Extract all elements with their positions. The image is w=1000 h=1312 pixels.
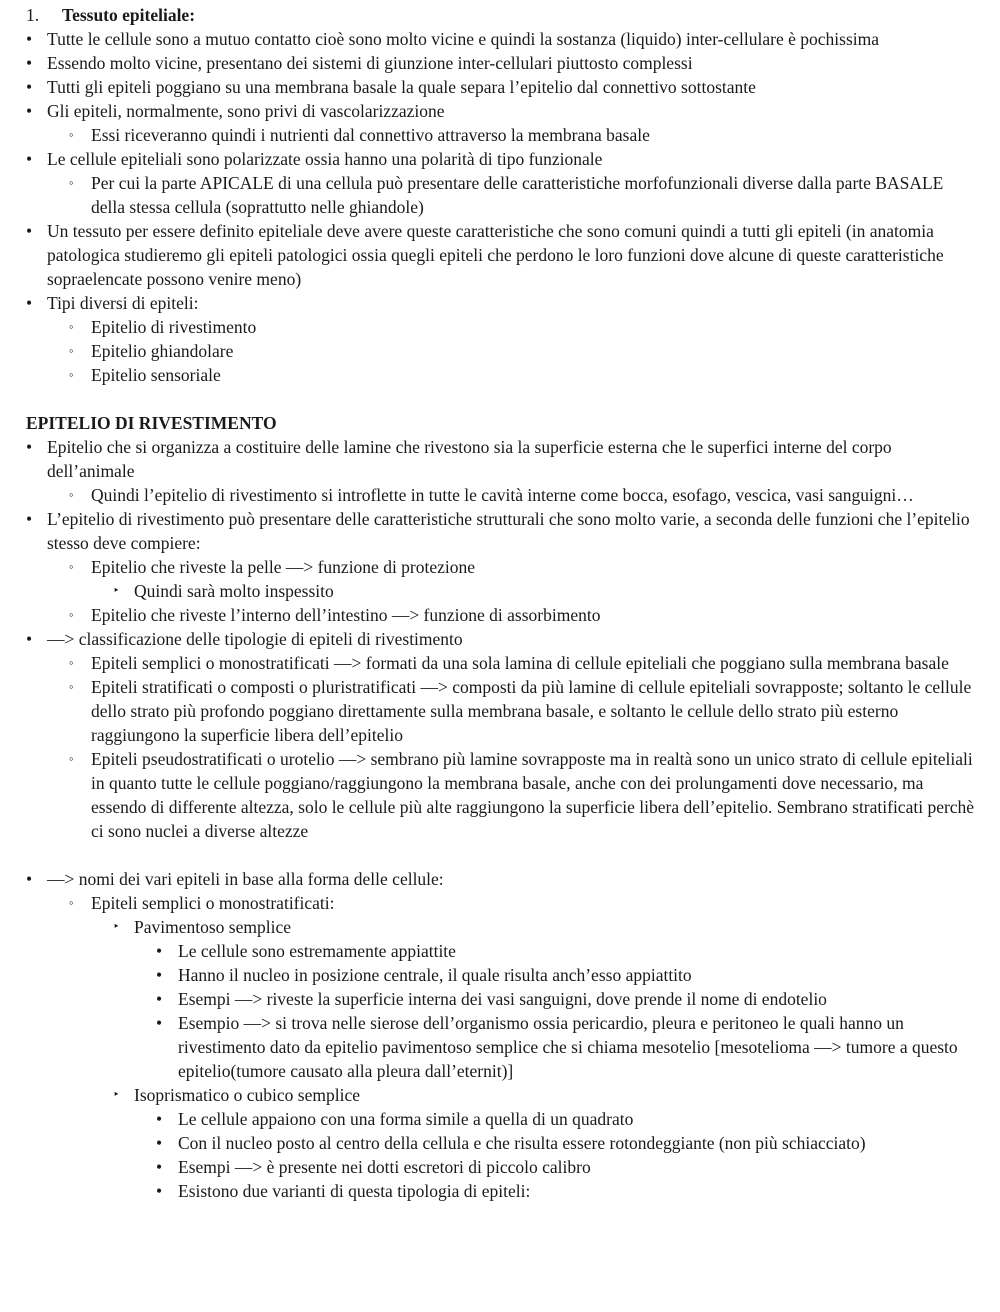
list-item bbox=[26, 435, 980, 483]
list-item bbox=[26, 51, 980, 75]
bullet-marker: ◦ bbox=[69, 751, 74, 766]
list-item bbox=[26, 1179, 980, 1203]
bullet-marker: ◦ bbox=[69, 655, 74, 670]
bullet-marker: • bbox=[26, 221, 33, 241]
list-item-text: Epitelio di rivestimento bbox=[91, 317, 257, 337]
bullet-marker: • bbox=[156, 965, 163, 985]
list-item-text: Esempi —> è presente nei dotti escretori di piccolo calibro bbox=[178, 1157, 591, 1177]
list-item bbox=[26, 867, 980, 891]
bullet-marker: ‣ bbox=[113, 1089, 120, 1101]
list-item-text: Epitelio ghiandolare bbox=[91, 341, 234, 361]
bullet-marker: • bbox=[26, 869, 33, 889]
list-item-text: Esistono due varianti di questa tipologia di epiteli: bbox=[178, 1181, 531, 1201]
list-item bbox=[26, 915, 980, 939]
list-item-text: Pavimentoso semplice bbox=[134, 917, 291, 937]
list-item bbox=[26, 219, 980, 291]
bullet-marker: • bbox=[26, 437, 33, 457]
list-item-text: Tutte le cellule sono a mutuo contatto cioè sono molto vicine e quindi la sostanza (liquido) inter-cellulare è pochissima bbox=[47, 29, 879, 49]
list-item bbox=[26, 1011, 980, 1083]
bullet-marker: • bbox=[26, 29, 33, 49]
list-item-text: Le cellule appaiono con una forma simile a quella di un quadrato bbox=[178, 1109, 634, 1129]
lining-epithelium-list bbox=[26, 435, 980, 843]
list-item-text: —> classificazione delle tipologie di epiteli di rivestimento bbox=[47, 629, 463, 649]
bullet-marker: • bbox=[156, 941, 163, 961]
list-item bbox=[26, 123, 980, 147]
list-item bbox=[26, 627, 980, 651]
bullet-marker: • bbox=[156, 1157, 163, 1177]
list-item bbox=[26, 147, 980, 171]
list-item-text: Essi riceveranno quindi i nutrienti dal connettivo attraverso la membrana basale bbox=[91, 125, 650, 145]
bullet-marker: ‣ bbox=[113, 921, 120, 933]
list-item bbox=[26, 27, 980, 51]
list-item bbox=[26, 291, 980, 315]
bullet-marker: ◦ bbox=[69, 175, 74, 190]
bullet-marker: • bbox=[156, 989, 163, 1009]
heading-number: 1. bbox=[26, 5, 40, 25]
list-item-text: Con il nucleo posto al centro della cellula e che risulta essere rotondeggiante (non più schiacciato) bbox=[178, 1133, 866, 1153]
bullet-marker: • bbox=[156, 1181, 163, 1201]
bullet-marker: • bbox=[26, 77, 33, 97]
list-item-text: Per cui la parte APICALE di una cellula può presentare delle caratteristiche morfofunzionali diverse dalla parte BASALE della stessa cellula (soprattutto nelle ghiandole) bbox=[91, 173, 944, 217]
bullet-marker: ◦ bbox=[69, 127, 74, 142]
bullet-marker: • bbox=[26, 53, 33, 73]
list-item bbox=[26, 171, 980, 219]
list-item-text: Epiteli pseudostratificati o urotelio —> sembrano più lamine sovrapposte ma in realtà sono un unico strato di cellule epiteliali in quanto tutte le cellule poggiano/raggiungono la membrana basale, anche con dei prolungamenti dove necessario, ma essendo di differente altezza, solo le cellule più alte raggiungono la superficie libera dell’epitelio. Sembrano stratificati perchè ci sono nuclei a diverse altezze bbox=[91, 749, 975, 841]
bullet-marker: ◦ bbox=[69, 343, 74, 358]
bullet-marker: • bbox=[156, 1013, 163, 1033]
list-item bbox=[26, 1155, 980, 1179]
bullet-marker: • bbox=[26, 149, 33, 169]
bullet-marker: • bbox=[26, 629, 33, 649]
bullet-marker: • bbox=[26, 509, 33, 529]
section-heading: EPITELIO DI RIVESTIMENTO bbox=[26, 413, 277, 433]
bullet-marker: ◦ bbox=[69, 319, 74, 334]
list-item-text: Epiteli semplici o monostratificati: bbox=[91, 893, 335, 913]
list-item bbox=[26, 987, 980, 1011]
bullet-marker: ◦ bbox=[69, 367, 74, 382]
list-item-text: Epitelio che si organizza a costituire delle lamine che rivestono sia la superficie esterna che le superfici interne del corpo dell’animale bbox=[47, 437, 892, 481]
list-item-text: Tipi diversi di epiteli: bbox=[47, 293, 199, 313]
list-item-text: Isoprismatico o cubico semplice bbox=[134, 1085, 360, 1105]
bullet-marker: • bbox=[156, 1133, 163, 1153]
list-item bbox=[26, 507, 980, 555]
bullet-marker: ◦ bbox=[69, 679, 74, 694]
list-item bbox=[26, 1107, 980, 1131]
list-item-text: Le cellule epiteliali sono polarizzate ossia hanno una polarità di tipo funzionale bbox=[47, 149, 603, 169]
bullet-marker: • bbox=[26, 101, 33, 121]
list-item bbox=[26, 603, 980, 627]
list-item-text: Le cellule sono estremamente appiattite bbox=[178, 941, 456, 961]
bullet-marker: ◦ bbox=[69, 895, 74, 910]
bullet-marker: ◦ bbox=[69, 607, 74, 622]
list-item bbox=[26, 339, 980, 363]
list-item bbox=[26, 315, 980, 339]
list-item-text: Un tessuto per essere definito epiteliale deve avere queste caratteristiche che sono comuni quindi a tutti gli epiteli (in anatomia patologica studieremo gli epiteli patologici ossia quegli epiteli che perdono le loro funzioni dove alcune di queste caratteristiche sopraelencate possono venire meno) bbox=[47, 221, 944, 289]
blank-line bbox=[26, 843, 980, 867]
list-item bbox=[26, 891, 980, 915]
list-item-text: Epiteli stratificati o composti o pluristratificati —> composti da più lamine di cellule epiteliali sovrapposte; soltanto le cellule dello strato più profondo poggiano direttamente sulla membrana basale, e soltanto le cellule dello strato più esterno raggiungono la superficie libera dell’epitelio bbox=[91, 677, 972, 745]
list-item-text: L’epitelio di rivestimento può presentare delle caratteristiche strutturali che sono molto varie, a seconda delle funzioni che l’epitelio stesso deve compiere: bbox=[47, 509, 970, 553]
numbered-heading bbox=[26, 3, 980, 27]
list-item-text: Tutti gli epiteli poggiano su una membrana basale la quale separa l’epitelio dal connettivo sottostante bbox=[47, 77, 756, 97]
list-item-text: Hanno il nucleo in posizione centrale, il quale risulta anch’esso appiattito bbox=[178, 965, 692, 985]
list-item bbox=[26, 363, 980, 387]
list-item bbox=[26, 579, 980, 603]
epithelium-properties-list bbox=[26, 27, 980, 387]
list-item bbox=[26, 1083, 980, 1107]
epithelium-names-list bbox=[26, 867, 980, 1203]
list-item-text: Gli epiteli, normalmente, sono privi di vascolarizzazione bbox=[47, 101, 445, 121]
list-item bbox=[26, 939, 980, 963]
heading-title: Tessuto epiteliale: bbox=[62, 5, 196, 25]
list-item-text: Esempio —> si trova nelle sierose dell’organismo ossia pericardio, pleura e peritoneo le quali hanno un rivestimento dato da epitelio pavimentoso semplice che si chiama mesotelio [mesotelioma —> tumore a questo epitelio(tumore causato alla pleura dall’eternit)] bbox=[178, 1013, 958, 1081]
bullet-marker: • bbox=[156, 1109, 163, 1129]
bullet-marker: ‣ bbox=[113, 585, 120, 597]
bullet-marker: • bbox=[26, 293, 33, 313]
list-item-text: Essendo molto vicine, presentano dei sistemi di giunzione inter-cellulari piuttosto complessi bbox=[47, 53, 693, 73]
list-item bbox=[26, 963, 980, 987]
list-item-text: Epitelio che riveste l’interno dell’intestino —> funzione di assorbimento bbox=[91, 605, 601, 625]
list-item bbox=[26, 651, 980, 675]
list-item bbox=[26, 555, 980, 579]
list-item-text: Quindi sarà molto inspessito bbox=[134, 581, 334, 601]
list-item-text: —> nomi dei vari epiteli in base alla forma delle cellule: bbox=[47, 869, 444, 889]
list-item-text: Esempi —> riveste la superficie interna dei vasi sanguigni, dove prende il nome di endotelio bbox=[178, 989, 827, 1009]
list-item bbox=[26, 1131, 980, 1155]
list-item-text: Epitelio che riveste la pelle —> funzione di protezione bbox=[91, 557, 476, 577]
list-item-text: Epiteli semplici o monostratificati —> formati da una sola lamina di cellule epiteliali che poggiano sulla membrana basale bbox=[91, 653, 949, 673]
bullet-marker: ◦ bbox=[69, 559, 74, 574]
list-item-text: Quindi l’epitelio di rivestimento si introflette in tutte le cavità interne come bocca, esofago, vescica, vasi sanguigni… bbox=[91, 485, 914, 505]
list-item bbox=[26, 99, 980, 123]
list-item bbox=[26, 483, 980, 507]
bullet-marker: ◦ bbox=[69, 487, 74, 502]
list-item bbox=[26, 75, 980, 99]
list-item-text: Epitelio sensoriale bbox=[91, 365, 221, 385]
list-item bbox=[26, 675, 980, 747]
list-item bbox=[26, 747, 980, 843]
